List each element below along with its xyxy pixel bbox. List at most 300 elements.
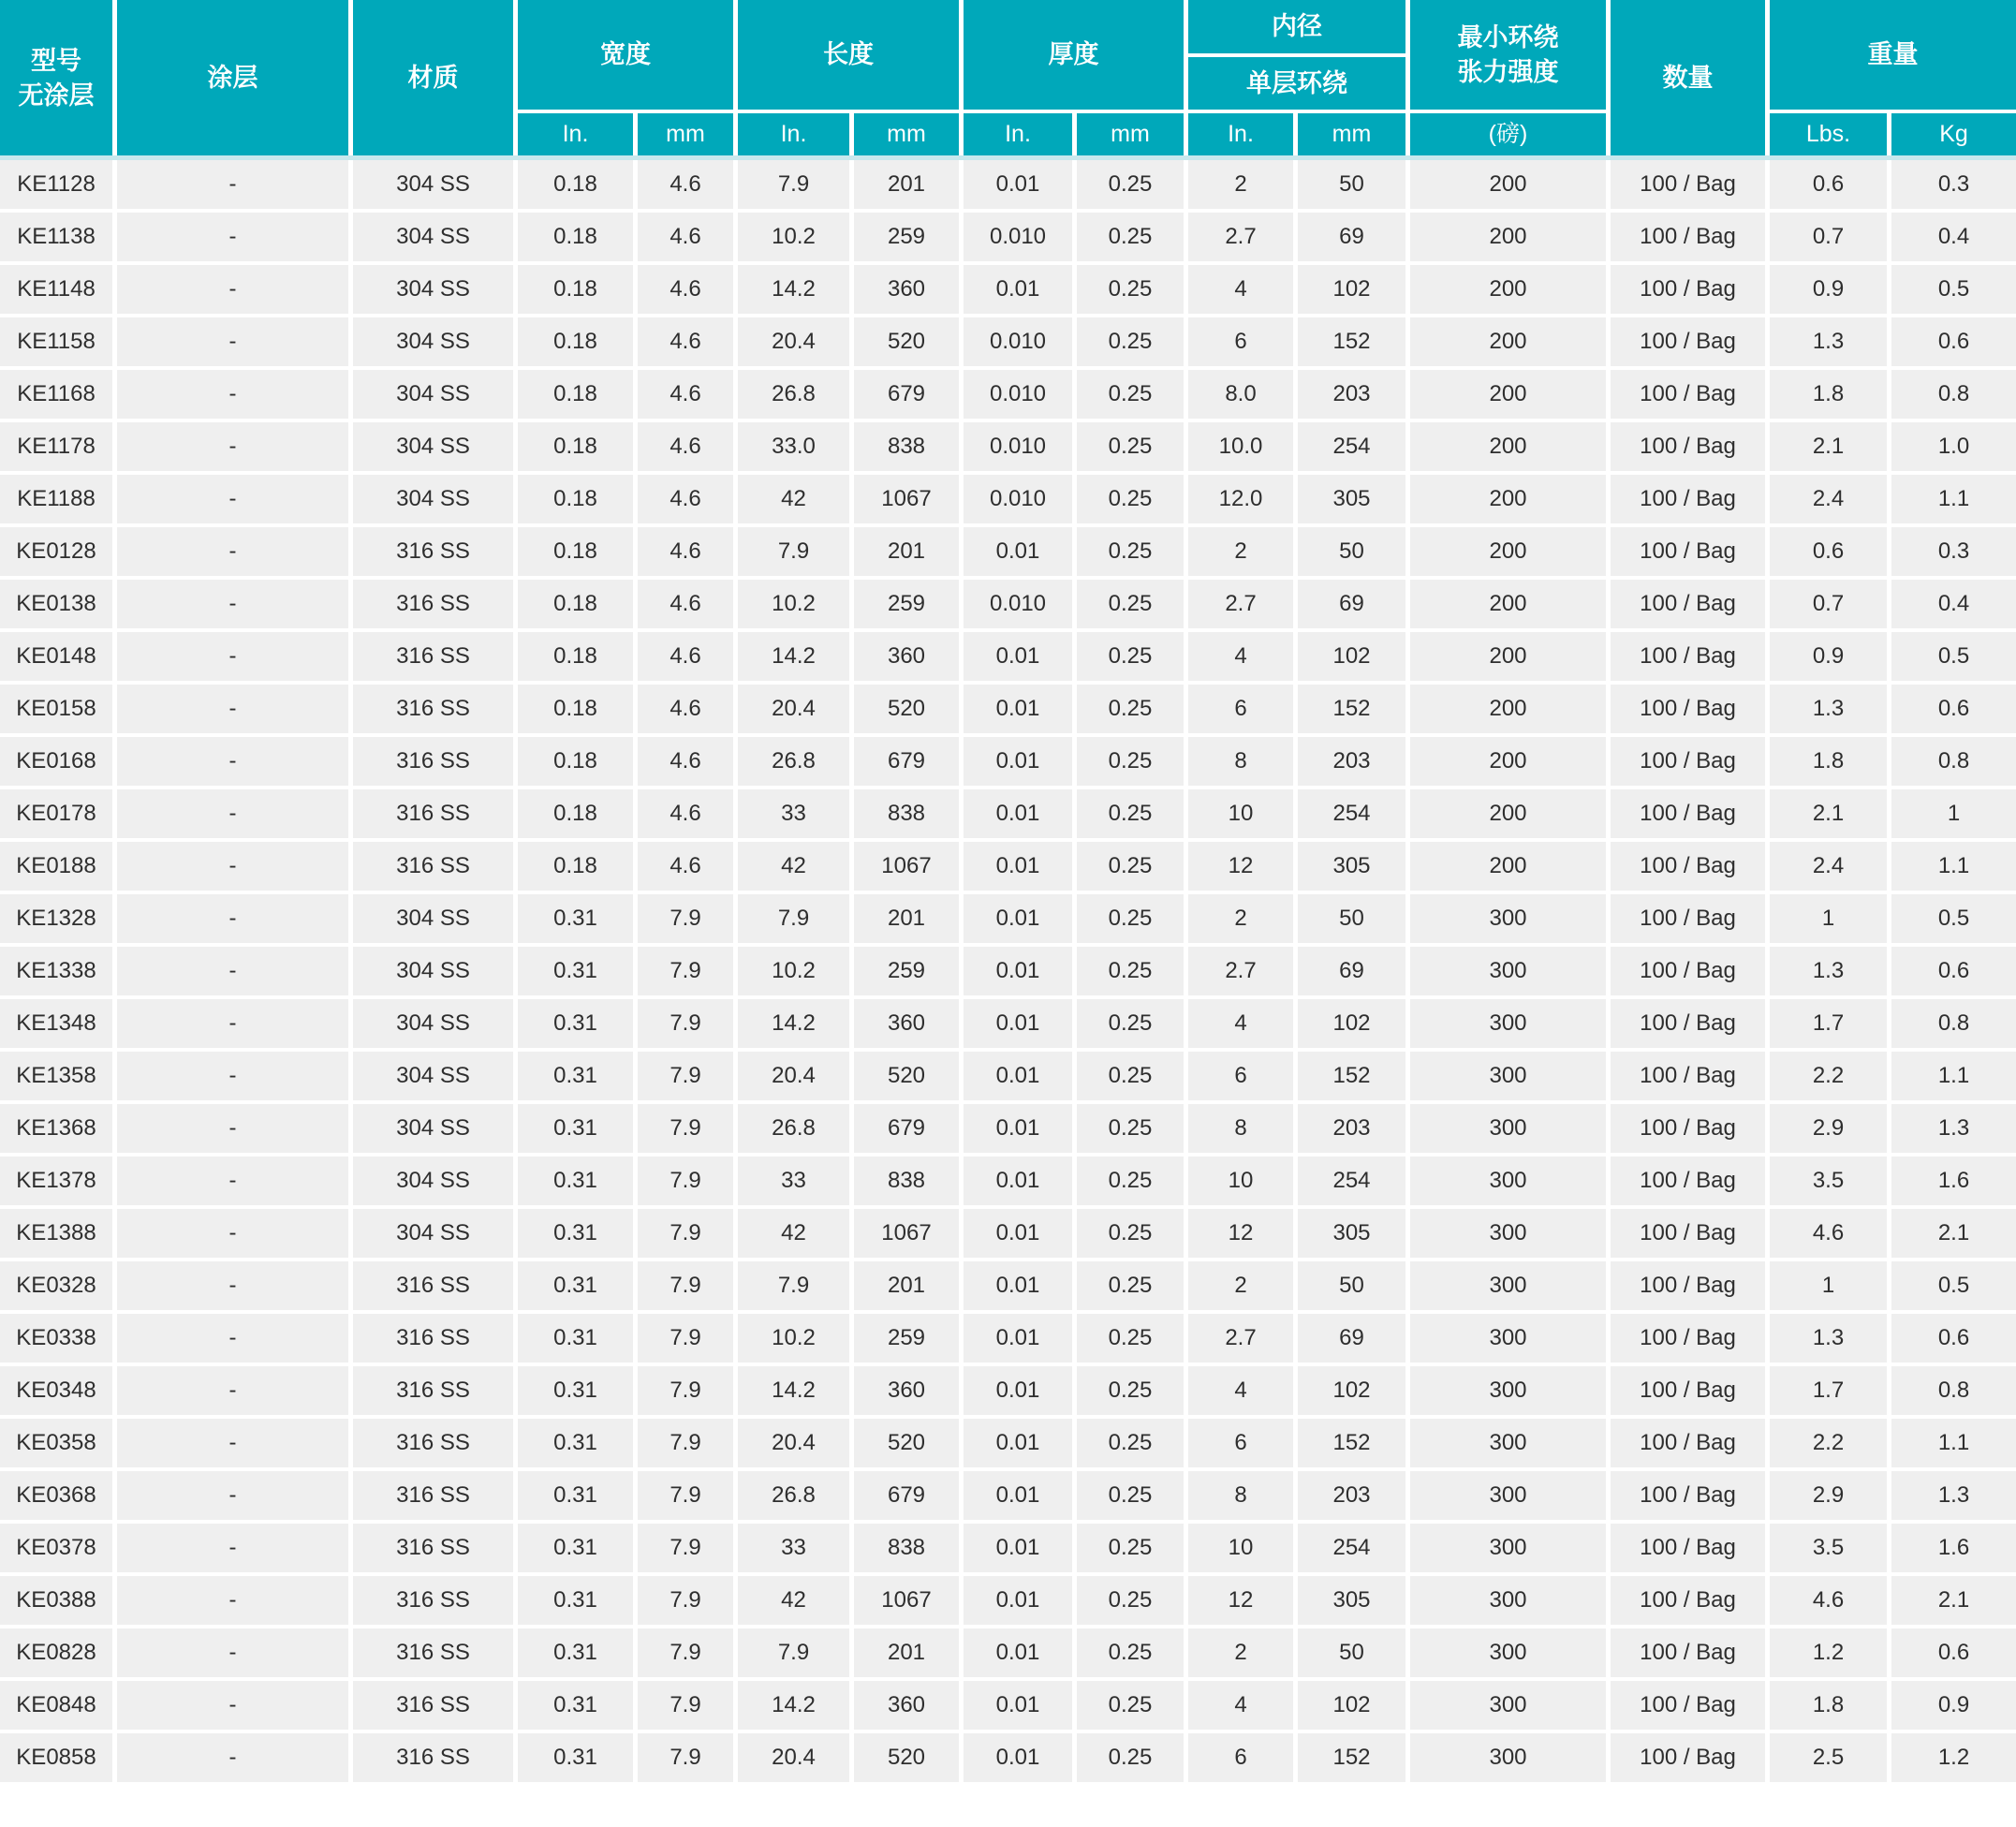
- cell-coating: -: [117, 1209, 348, 1258]
- cell-length-mm: 201: [854, 160, 959, 209]
- cell-weight-kg: 2.1: [1891, 1209, 2016, 1258]
- cell-inner-dia-mm: 152: [1298, 1419, 1405, 1467]
- cell-weight-kg: 0.3: [1891, 160, 2016, 209]
- cell-material: 316 SS: [353, 1261, 513, 1310]
- cell-inner-dia-in: 8: [1188, 737, 1293, 786]
- cell-weight-lbs: 0.7: [1770, 213, 1887, 261]
- cell-length-in: 20.4: [738, 685, 849, 733]
- cell-thickness-mm: 0.25: [1077, 1314, 1184, 1363]
- cell-model: KE0158: [0, 685, 112, 733]
- cell-width-mm: 4.6: [638, 580, 733, 628]
- header-min-tensile-line1: 最小环绕: [1457, 23, 1559, 52]
- cell-thickness-in: 0.01: [964, 1209, 1072, 1258]
- cell-model: KE0368: [0, 1471, 112, 1520]
- cell-width-mm: 7.9: [638, 1628, 733, 1677]
- cell-quantity: 100 / Bag: [1611, 842, 1765, 891]
- cell-weight-lbs: 1.8: [1770, 1681, 1887, 1730]
- cell-inner-dia-mm: 254: [1298, 1157, 1405, 1205]
- cell-length-mm: 679: [854, 370, 959, 419]
- cell-tensile-strength: 300: [1410, 1628, 1606, 1677]
- cell-thickness-in: 0.01: [964, 160, 1072, 209]
- cell-length-in: 26.8: [738, 737, 849, 786]
- cell-thickness-mm: 0.25: [1077, 1209, 1184, 1258]
- cell-thickness-in: 0.01: [964, 265, 1072, 314]
- cell-model: KE0168: [0, 737, 112, 786]
- cell-weight-kg: 0.6: [1891, 1314, 2016, 1363]
- cell-weight-kg: 1.1: [1891, 475, 2016, 523]
- cell-width-in: 0.18: [518, 370, 633, 419]
- cell-inner-dia-mm: 102: [1298, 1366, 1405, 1415]
- cell-material: 304 SS: [353, 1157, 513, 1205]
- cell-weight-lbs: 2.4: [1770, 475, 1887, 523]
- cell-tensile-strength: 200: [1410, 317, 1606, 366]
- cell-weight-kg: 1.2: [1891, 1733, 2016, 1782]
- cell-length-mm: 360: [854, 1366, 959, 1415]
- cell-width-in: 0.31: [518, 894, 633, 943]
- header-length: 长度: [738, 0, 959, 110]
- cell-coating: -: [117, 737, 348, 786]
- cell-width-in: 0.31: [518, 1681, 633, 1730]
- cell-quantity: 100 / Bag: [1611, 737, 1765, 786]
- cell-tensile-strength: 200: [1410, 580, 1606, 628]
- unit-width-mm: mm: [638, 113, 733, 156]
- header-min-tensile-line2: 张力强度: [1457, 57, 1559, 86]
- cell-model: KE0178: [0, 789, 112, 838]
- cell-thickness-mm: 0.25: [1077, 317, 1184, 366]
- cell-thickness-in: 0.01: [964, 527, 1072, 576]
- cell-thickness-mm: 0.25: [1077, 1366, 1184, 1415]
- cell-length-in: 42: [738, 842, 849, 891]
- cell-width-mm: 4.6: [638, 737, 733, 786]
- cell-width-mm: 4.6: [638, 842, 733, 891]
- cell-coating: -: [117, 842, 348, 891]
- cell-material: 304 SS: [353, 160, 513, 209]
- cell-inner-dia-mm: 102: [1298, 265, 1405, 314]
- cell-length-in: 10.2: [738, 580, 849, 628]
- cell-material: 304 SS: [353, 947, 513, 995]
- cell-weight-kg: 0.4: [1891, 213, 2016, 261]
- cell-weight-lbs: 4.6: [1770, 1209, 1887, 1258]
- cell-length-mm: 259: [854, 213, 959, 261]
- cell-quantity: 100 / Bag: [1611, 1104, 1765, 1153]
- cell-model: KE1188: [0, 475, 112, 523]
- cell-material: 316 SS: [353, 1314, 513, 1363]
- cell-width-in: 0.18: [518, 160, 633, 209]
- cell-tensile-strength: 200: [1410, 370, 1606, 419]
- cell-model: KE1178: [0, 422, 112, 471]
- cell-length-mm: 838: [854, 422, 959, 471]
- cell-inner-dia-mm: 102: [1298, 1681, 1405, 1730]
- cell-width-in: 0.31: [518, 1052, 633, 1100]
- cell-inner-dia-in: 8.0: [1188, 370, 1293, 419]
- cell-inner-dia-in: 12.0: [1188, 475, 1293, 523]
- cell-thickness-mm: 0.25: [1077, 999, 1184, 1048]
- cell-model: KE0358: [0, 1419, 112, 1467]
- unit-length-in: In.: [738, 113, 849, 156]
- cell-width-in: 0.31: [518, 1104, 633, 1153]
- header-coating: 涂层: [117, 0, 348, 156]
- cell-inner-dia-mm: 69: [1298, 947, 1405, 995]
- cell-coating: -: [117, 1261, 348, 1310]
- cell-model: KE1158: [0, 317, 112, 366]
- cell-tensile-strength: 300: [1410, 1733, 1606, 1782]
- cell-weight-lbs: 4.6: [1770, 1576, 1887, 1625]
- cell-thickness-in: 0.01: [964, 947, 1072, 995]
- cell-thickness-mm: 0.25: [1077, 1681, 1184, 1730]
- cell-width-in: 0.18: [518, 422, 633, 471]
- cell-tensile-strength: 300: [1410, 1209, 1606, 1258]
- cell-width-in: 0.18: [518, 527, 633, 576]
- cell-inner-dia-in: 8: [1188, 1471, 1293, 1520]
- cell-inner-dia-mm: 203: [1298, 1104, 1405, 1153]
- cell-coating: -: [117, 1104, 348, 1153]
- cell-width-mm: 7.9: [638, 1681, 733, 1730]
- cell-model: KE0828: [0, 1628, 112, 1677]
- cell-length-in: 33.0: [738, 422, 849, 471]
- cell-width-mm: 7.9: [638, 1366, 733, 1415]
- cell-width-mm: 7.9: [638, 1524, 733, 1572]
- cell-weight-kg: 1.3: [1891, 1471, 2016, 1520]
- cell-weight-kg: 0.6: [1891, 1628, 2016, 1677]
- cell-coating: -: [117, 1471, 348, 1520]
- cell-weight-kg: 1.1: [1891, 842, 2016, 891]
- cell-length-mm: 520: [854, 1733, 959, 1782]
- cell-coating: -: [117, 1314, 348, 1363]
- cell-inner-dia-in: 2.7: [1188, 947, 1293, 995]
- cell-material: 304 SS: [353, 894, 513, 943]
- cell-width-mm: 7.9: [638, 1157, 733, 1205]
- cell-thickness-mm: 0.25: [1077, 842, 1184, 891]
- cell-length-mm: 360: [854, 265, 959, 314]
- cell-weight-lbs: 2.9: [1770, 1104, 1887, 1153]
- cell-tensile-strength: 200: [1410, 632, 1606, 681]
- cell-thickness-mm: 0.25: [1077, 580, 1184, 628]
- cell-thickness-in: 0.01: [964, 1681, 1072, 1730]
- cell-quantity: 100 / Bag: [1611, 632, 1765, 681]
- cell-coating: -: [117, 685, 348, 733]
- cell-tensile-strength: 300: [1410, 1419, 1606, 1467]
- cell-inner-dia-in: 10: [1188, 789, 1293, 838]
- cell-weight-lbs: 2.1: [1770, 422, 1887, 471]
- cell-inner-dia-in: 4: [1188, 265, 1293, 314]
- cell-thickness-mm: 0.25: [1077, 1104, 1184, 1153]
- cell-coating: -: [117, 1052, 348, 1100]
- cell-quantity: 100 / Bag: [1611, 789, 1765, 838]
- cell-length-in: 7.9: [738, 1261, 849, 1310]
- cell-material: 316 SS: [353, 842, 513, 891]
- cell-inner-dia-mm: 50: [1298, 1628, 1405, 1677]
- cell-material: 304 SS: [353, 317, 513, 366]
- cell-thickness-in: 0.01: [964, 1576, 1072, 1625]
- cell-thickness-in: 0.01: [964, 999, 1072, 1048]
- unit-inner-dia-in: In.: [1188, 113, 1293, 156]
- cell-material: 316 SS: [353, 1524, 513, 1572]
- cell-thickness-mm: 0.25: [1077, 789, 1184, 838]
- cell-quantity: 100 / Bag: [1611, 527, 1765, 576]
- cell-thickness-mm: 0.25: [1077, 422, 1184, 471]
- cell-inner-dia-in: 6: [1188, 1052, 1293, 1100]
- header-weight: 重量: [1770, 0, 2016, 110]
- cell-model: KE1358: [0, 1052, 112, 1100]
- cell-width-mm: 4.6: [638, 527, 733, 576]
- cell-inner-dia-mm: 102: [1298, 999, 1405, 1048]
- cell-width-mm: 7.9: [638, 1052, 733, 1100]
- cell-width-in: 0.31: [518, 999, 633, 1048]
- cell-quantity: 100 / Bag: [1611, 1576, 1765, 1625]
- cell-inner-dia-in: 2: [1188, 527, 1293, 576]
- cell-model: KE0378: [0, 1524, 112, 1572]
- cell-inner-dia-mm: 152: [1298, 685, 1405, 733]
- cell-tensile-strength: 300: [1410, 1681, 1606, 1730]
- cell-material: 316 SS: [353, 1733, 513, 1782]
- cell-thickness-in: 0.010: [964, 317, 1072, 366]
- cell-length-in: 42: [738, 1576, 849, 1625]
- cell-weight-kg: 0.5: [1891, 632, 2016, 681]
- cell-quantity: 100 / Bag: [1611, 1471, 1765, 1520]
- cell-length-in: 14.2: [738, 1366, 849, 1415]
- cell-coating: -: [117, 370, 348, 419]
- cell-length-mm: 520: [854, 1052, 959, 1100]
- cell-length-in: 20.4: [738, 1052, 849, 1100]
- cell-width-in: 0.31: [518, 1419, 633, 1467]
- cell-tensile-strength: 200: [1410, 213, 1606, 261]
- cell-weight-kg: 1.1: [1891, 1052, 2016, 1100]
- cell-length-mm: 838: [854, 789, 959, 838]
- cell-coating: -: [117, 213, 348, 261]
- cell-tensile-strength: 200: [1410, 737, 1606, 786]
- cell-length-in: 42: [738, 1209, 849, 1258]
- cell-width-mm: 7.9: [638, 1733, 733, 1782]
- cell-material: 304 SS: [353, 370, 513, 419]
- cell-model: KE1378: [0, 1157, 112, 1205]
- cell-length-mm: 520: [854, 317, 959, 366]
- cell-weight-lbs: 2.9: [1770, 1471, 1887, 1520]
- cell-material: 316 SS: [353, 1366, 513, 1415]
- cell-quantity: 100 / Bag: [1611, 1628, 1765, 1677]
- cell-width-in: 0.18: [518, 317, 633, 366]
- cell-inner-dia-mm: 69: [1298, 1314, 1405, 1363]
- cell-quantity: 100 / Bag: [1611, 1261, 1765, 1310]
- cell-coating: -: [117, 947, 348, 995]
- cell-inner-dia-in: 6: [1188, 1419, 1293, 1467]
- cell-thickness-in: 0.010: [964, 580, 1072, 628]
- cell-coating: -: [117, 1628, 348, 1677]
- cell-weight-lbs: 2.4: [1770, 842, 1887, 891]
- cell-length-in: 33: [738, 1157, 849, 1205]
- cell-width-in: 0.31: [518, 1576, 633, 1625]
- cell-model: KE1328: [0, 894, 112, 943]
- unit-thickness-in: In.: [964, 113, 1072, 156]
- cell-inner-dia-mm: 203: [1298, 737, 1405, 786]
- cell-thickness-mm: 0.25: [1077, 632, 1184, 681]
- cell-inner-dia-mm: 102: [1298, 632, 1405, 681]
- cell-material: 316 SS: [353, 1681, 513, 1730]
- cell-inner-dia-in: 6: [1188, 685, 1293, 733]
- cell-tensile-strength: 200: [1410, 160, 1606, 209]
- cell-inner-dia-mm: 50: [1298, 894, 1405, 943]
- cell-inner-dia-mm: 305: [1298, 842, 1405, 891]
- cell-weight-lbs: 1.3: [1770, 317, 1887, 366]
- header-width: 宽度: [518, 0, 733, 110]
- cell-weight-lbs: 1.8: [1770, 737, 1887, 786]
- cell-width-in: 0.18: [518, 632, 633, 681]
- cell-thickness-in: 0.01: [964, 685, 1072, 733]
- cell-width-mm: 7.9: [638, 947, 733, 995]
- cell-thickness-mm: 0.25: [1077, 1157, 1184, 1205]
- cell-material: 316 SS: [353, 580, 513, 628]
- cell-coating: -: [117, 422, 348, 471]
- cell-coating: -: [117, 1681, 348, 1730]
- cell-tensile-strength: 300: [1410, 1471, 1606, 1520]
- cell-weight-kg: 0.5: [1891, 265, 2016, 314]
- cell-thickness-mm: 0.25: [1077, 1733, 1184, 1782]
- cell-length-in: 7.9: [738, 527, 849, 576]
- cell-tensile-strength: 200: [1410, 265, 1606, 314]
- cell-tensile-strength: 200: [1410, 422, 1606, 471]
- cell-material: 316 SS: [353, 685, 513, 733]
- cell-width-in: 0.31: [518, 1628, 633, 1677]
- cell-length-mm: 679: [854, 1104, 959, 1153]
- cell-coating: -: [117, 789, 348, 838]
- cell-weight-lbs: 1: [1770, 1261, 1887, 1310]
- cell-quantity: 100 / Bag: [1611, 999, 1765, 1048]
- cell-inner-dia-mm: 305: [1298, 1576, 1405, 1625]
- cell-quantity: 100 / Bag: [1611, 580, 1765, 628]
- cell-tensile-strength: 200: [1410, 789, 1606, 838]
- header-min-tensile-strength: [1410, 0, 1606, 110]
- cell-inner-dia-in: 4: [1188, 1366, 1293, 1415]
- cell-length-mm: 259: [854, 947, 959, 995]
- cell-inner-dia-in: 4: [1188, 632, 1293, 681]
- cell-thickness-mm: 0.25: [1077, 1052, 1184, 1100]
- cell-thickness-in: 0.01: [964, 1366, 1072, 1415]
- cell-thickness-mm: 0.25: [1077, 370, 1184, 419]
- cell-tensile-strength: 300: [1410, 1314, 1606, 1363]
- cell-tensile-strength: 300: [1410, 894, 1606, 943]
- cell-inner-dia-in: 10.0: [1188, 422, 1293, 471]
- cell-length-in: 33: [738, 789, 849, 838]
- cell-inner-dia-in: 2.7: [1188, 1314, 1293, 1363]
- cell-quantity: 100 / Bag: [1611, 422, 1765, 471]
- cell-length-in: 7.9: [738, 160, 849, 209]
- cell-quantity: 100 / Bag: [1611, 1366, 1765, 1415]
- cell-length-mm: 838: [854, 1524, 959, 1572]
- cell-material: 316 SS: [353, 737, 513, 786]
- cell-weight-kg: 0.5: [1891, 894, 2016, 943]
- cell-thickness-mm: 0.25: [1077, 527, 1184, 576]
- cell-coating: -: [117, 1157, 348, 1205]
- cell-weight-lbs: 1.7: [1770, 999, 1887, 1048]
- cell-quantity: 100 / Bag: [1611, 1314, 1765, 1363]
- cell-inner-dia-mm: 254: [1298, 422, 1405, 471]
- cell-width-mm: 7.9: [638, 1104, 733, 1153]
- cell-length-in: 10.2: [738, 947, 849, 995]
- cell-thickness-in: 0.01: [964, 1419, 1072, 1467]
- cell-thickness-in: 0.01: [964, 632, 1072, 681]
- cell-model: KE1338: [0, 947, 112, 995]
- cell-width-in: 0.18: [518, 789, 633, 838]
- cell-inner-dia-mm: 69: [1298, 580, 1405, 628]
- cell-length-mm: 679: [854, 737, 959, 786]
- cell-coating: -: [117, 632, 348, 681]
- cell-length-in: 26.8: [738, 1104, 849, 1153]
- cell-length-mm: 360: [854, 1681, 959, 1730]
- cell-weight-kg: 0.3: [1891, 527, 2016, 576]
- cell-width-mm: 4.6: [638, 370, 733, 419]
- cell-thickness-mm: 0.25: [1077, 1524, 1184, 1572]
- cell-model: KE1388: [0, 1209, 112, 1258]
- cell-weight-lbs: 0.6: [1770, 160, 1887, 209]
- cell-length-mm: 201: [854, 1261, 959, 1310]
- cell-inner-dia-in: 6: [1188, 317, 1293, 366]
- cell-length-mm: 201: [854, 894, 959, 943]
- unit-thickness-mm: mm: [1077, 113, 1184, 156]
- cell-width-in: 0.31: [518, 1471, 633, 1520]
- cell-tensile-strength: 300: [1410, 1576, 1606, 1625]
- cell-thickness-in: 0.01: [964, 1261, 1072, 1310]
- cell-thickness-mm: 0.25: [1077, 947, 1184, 995]
- cell-inner-dia-in: 10: [1188, 1524, 1293, 1572]
- cell-weight-kg: 1.6: [1891, 1524, 2016, 1572]
- cell-length-mm: 360: [854, 999, 959, 1048]
- cell-thickness-mm: 0.25: [1077, 1261, 1184, 1310]
- cell-weight-kg: 0.9: [1891, 1681, 2016, 1730]
- cell-model: KE0858: [0, 1733, 112, 1782]
- cell-tensile-strength: 200: [1410, 475, 1606, 523]
- cell-quantity: 100 / Bag: [1611, 1157, 1765, 1205]
- cell-material: 316 SS: [353, 632, 513, 681]
- cell-weight-lbs: 1.3: [1770, 947, 1887, 995]
- cell-weight-lbs: 1.8: [1770, 370, 1887, 419]
- cell-weight-lbs: 2.2: [1770, 1052, 1887, 1100]
- cell-tensile-strength: 300: [1410, 1104, 1606, 1153]
- cell-material: 304 SS: [353, 1052, 513, 1100]
- cell-weight-lbs: 2.2: [1770, 1419, 1887, 1467]
- cell-quantity: 100 / Bag: [1611, 160, 1765, 209]
- cell-tensile-strength: 200: [1410, 842, 1606, 891]
- cell-width-mm: 7.9: [638, 1419, 733, 1467]
- cell-width-mm: 7.9: [638, 1576, 733, 1625]
- cell-thickness-in: 0.01: [964, 1733, 1072, 1782]
- cell-weight-lbs: 0.9: [1770, 265, 1887, 314]
- cell-coating: -: [117, 894, 348, 943]
- cell-quantity: 100 / Bag: [1611, 1733, 1765, 1782]
- unit-inner-dia-mm: mm: [1298, 113, 1405, 156]
- header-thickness: 厚度: [964, 0, 1184, 110]
- cell-inner-dia-in: 2.7: [1188, 580, 1293, 628]
- cell-length-in: 26.8: [738, 1471, 849, 1520]
- cell-length-in: 20.4: [738, 317, 849, 366]
- cell-material: 304 SS: [353, 265, 513, 314]
- cell-model: KE1348: [0, 999, 112, 1048]
- cell-coating: -: [117, 265, 348, 314]
- cell-inner-dia-mm: 305: [1298, 475, 1405, 523]
- cell-model: KE1138: [0, 213, 112, 261]
- cell-length-in: 10.2: [738, 213, 849, 261]
- cell-weight-lbs: 1.3: [1770, 685, 1887, 733]
- cell-inner-dia-in: 12: [1188, 1209, 1293, 1258]
- cell-thickness-mm: 0.25: [1077, 1419, 1184, 1467]
- header-inner-diameter: 内径: [1188, 0, 1405, 53]
- cell-tensile-strength: 300: [1410, 1366, 1606, 1415]
- cell-inner-dia-mm: 203: [1298, 370, 1405, 419]
- cell-weight-lbs: 1.2: [1770, 1628, 1887, 1677]
- cell-inner-dia-in: 2: [1188, 160, 1293, 209]
- cell-length-mm: 520: [854, 1419, 959, 1467]
- cell-thickness-in: 0.01: [964, 1157, 1072, 1205]
- cell-length-mm: 1067: [854, 475, 959, 523]
- cell-inner-dia-mm: 254: [1298, 1524, 1405, 1572]
